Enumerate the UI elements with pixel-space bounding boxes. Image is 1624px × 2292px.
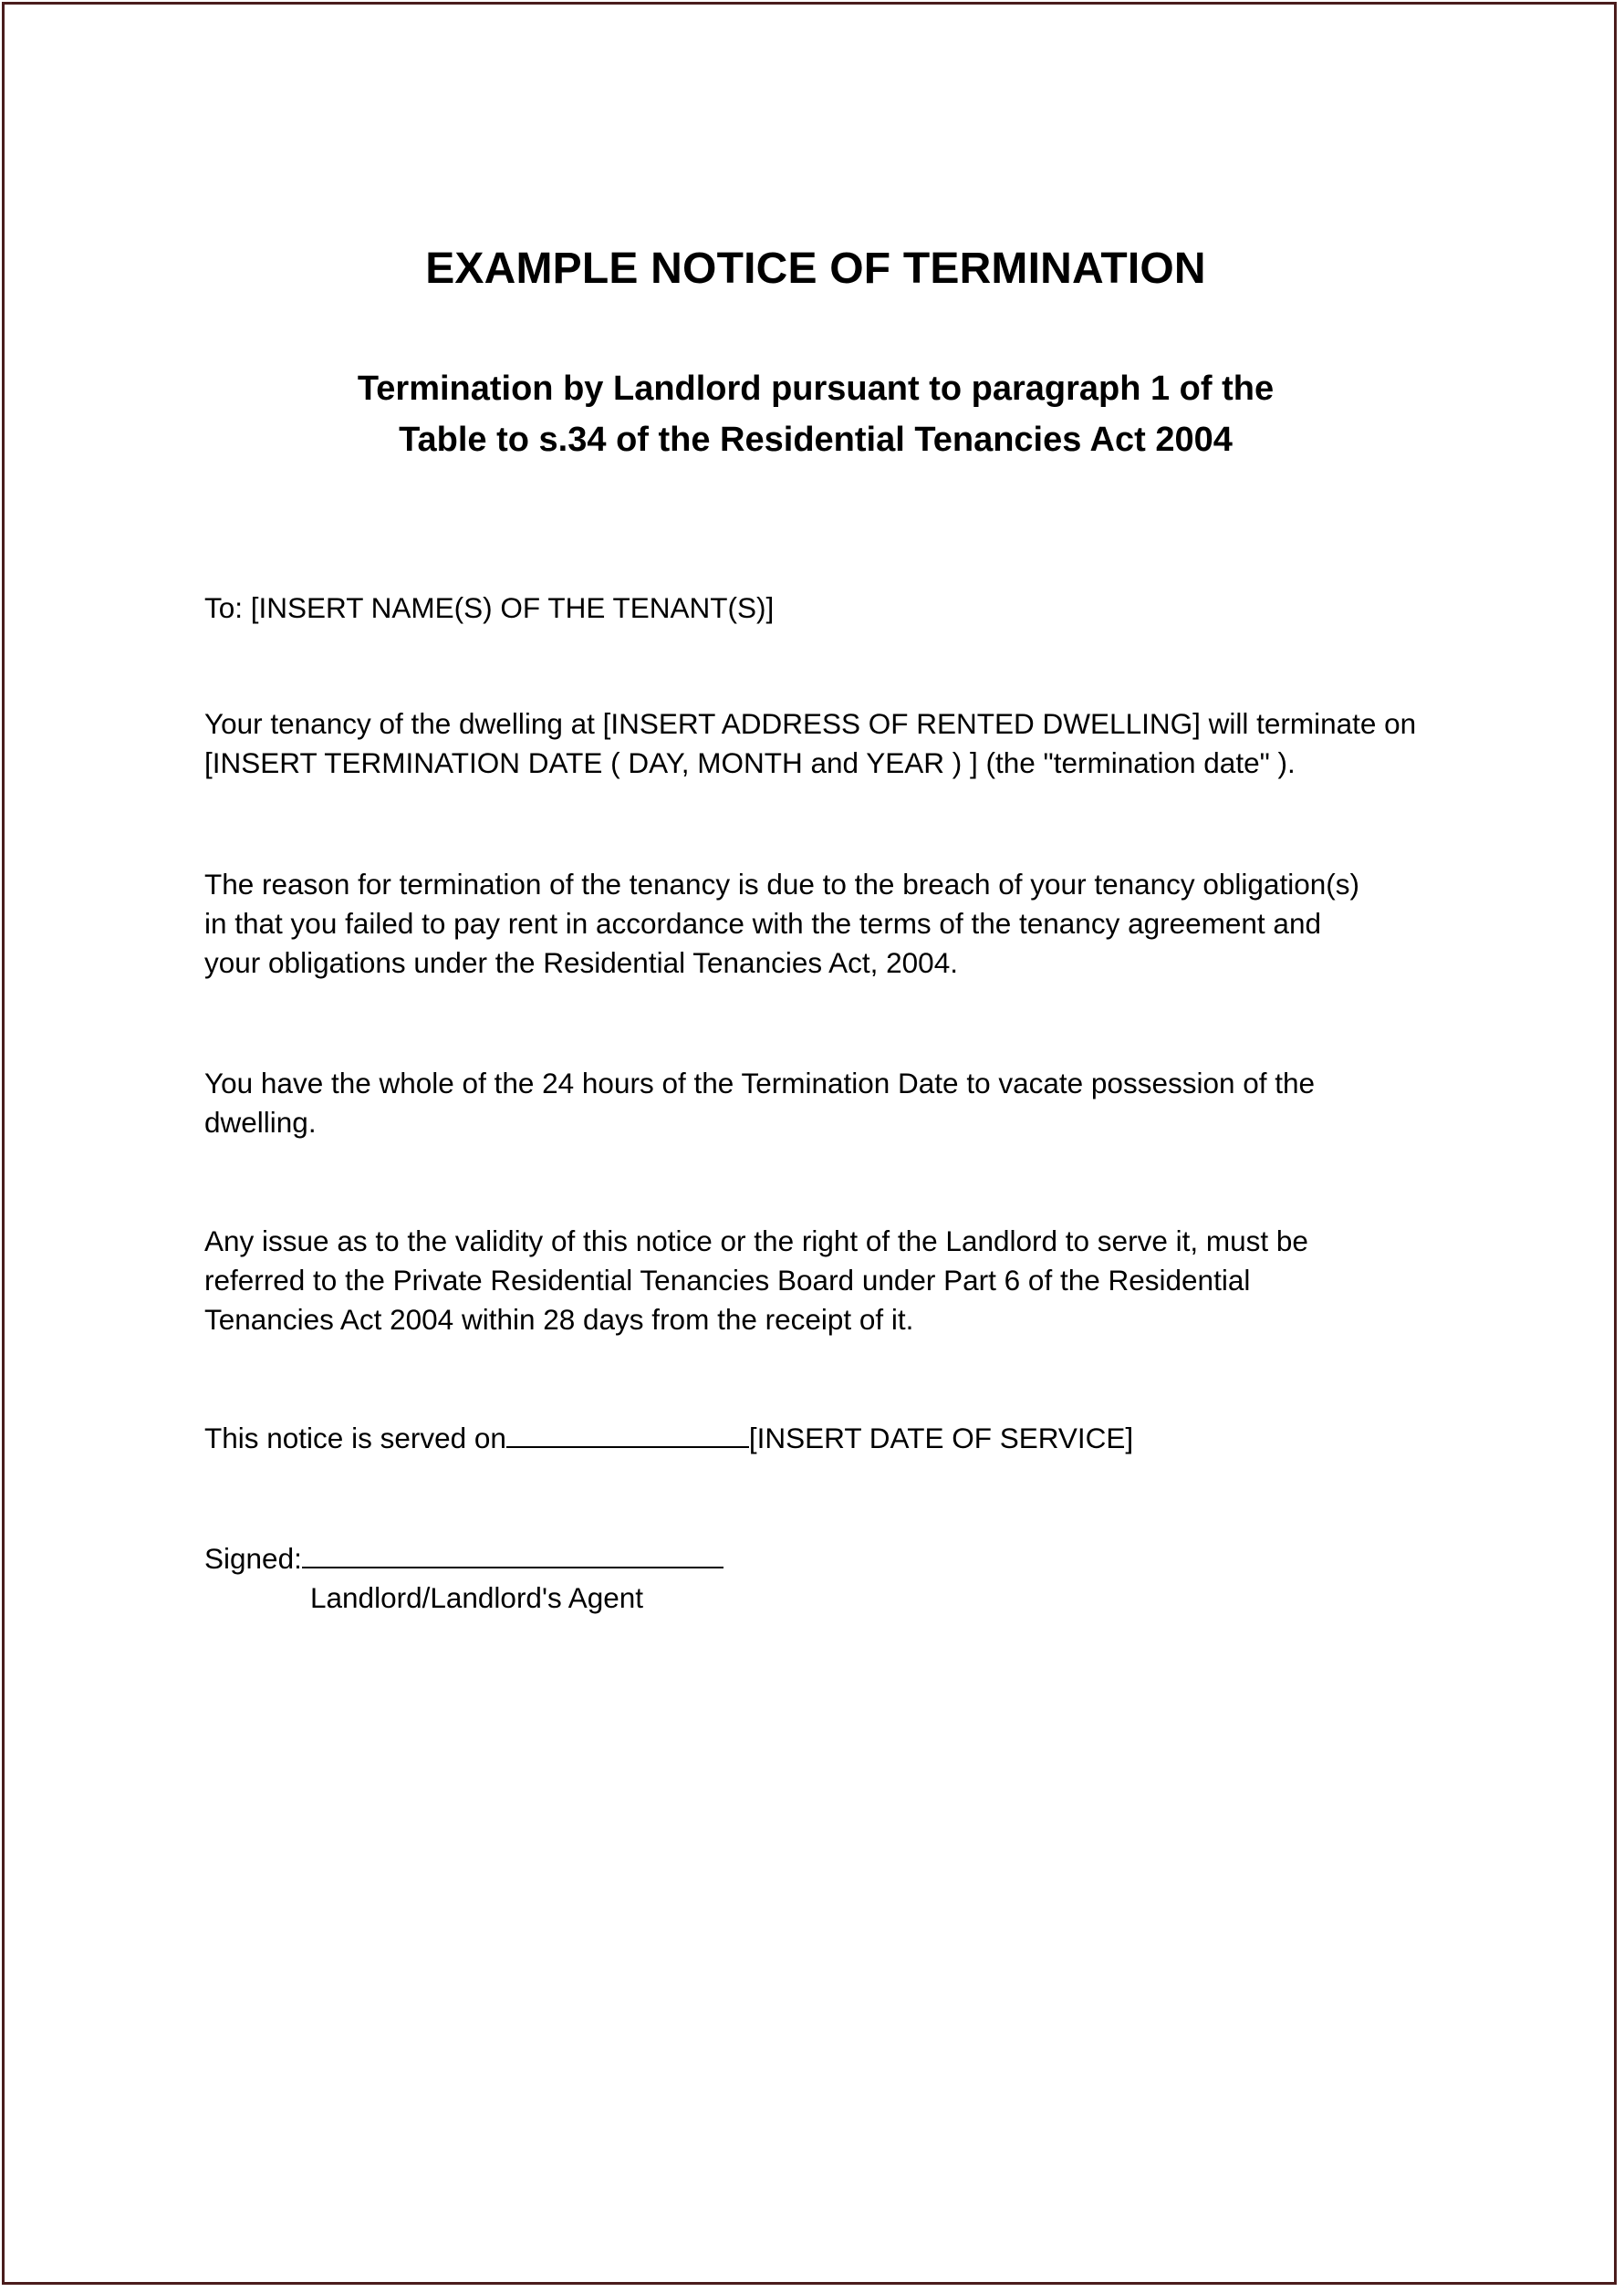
signature-role: Landlord/Landlord's Agent bbox=[310, 1581, 644, 1614]
signature-line bbox=[204, 1539, 1445, 1578]
service-date-line bbox=[204, 1419, 1445, 1458]
document-page bbox=[2, 2, 1617, 2285]
recipient-line: To: [INSERT NAME(S) OF THE TENANT(S)] bbox=[204, 591, 775, 624]
service-date-suffix: [INSERT DATE OF SERVICE] bbox=[748, 1422, 1134, 1454]
recipient-paragraph bbox=[204, 589, 1445, 628]
paragraph-line: your obligations under the Residential Tenancies Act, 2004. bbox=[204, 946, 958, 979]
validity-paragraph bbox=[204, 1222, 1445, 1339]
paragraph-line: [INSERT TERMINATION DATE ( DAY, MONTH and YEAR ) ] (the "termination date" ). bbox=[204, 746, 1296, 779]
service-date-prefix: This notice is served on bbox=[204, 1422, 506, 1454]
paragraph-line: Your tenancy of the dwelling at [INSERT ADDRESS OF RENTED DWELLING] will terminate on bbox=[204, 707, 1417, 740]
paragraph-line: The reason for termination of the tenancy is due to the breach of your tenancy obligation(s) bbox=[204, 868, 1359, 901]
document-subtitle bbox=[204, 363, 1427, 465]
paragraph-line: You have the whole of the 24 hours of the Termination Date to vacate possession of the bbox=[204, 1067, 1316, 1099]
paragraph-line: Tenancies Act 2004 within 28 days from the receipt of it. bbox=[204, 1303, 914, 1336]
subtitle-line: Table to s.34 of the Residential Tenancies Act 2004 bbox=[399, 421, 1233, 459]
document-title: EXAMPLE NOTICE OF TERMINATION bbox=[425, 245, 1206, 293]
paragraph-line: Any issue as to the validity of this notice or the right of the Landlord to serve it, must be bbox=[204, 1224, 1308, 1257]
paragraph-line: referred to the Private Residential Tenancies Board under Part 6 of the Residential bbox=[204, 1264, 1251, 1297]
subtitle-line: Termination by Landlord pursuant to paragraph 1 of the bbox=[357, 370, 1275, 408]
paragraph-line: in that you failed to pay rent in accordance with the terms of the tenancy agreement and bbox=[204, 907, 1321, 940]
tenancy-paragraph bbox=[204, 704, 1445, 783]
paragraph-line: dwelling. bbox=[204, 1106, 317, 1139]
service-date-blank bbox=[506, 1419, 749, 1448]
signature-label: Signed: bbox=[204, 1542, 302, 1575]
service-date-paragraph bbox=[204, 1419, 1445, 1458]
signature-blank bbox=[302, 1539, 724, 1568]
vacate-paragraph bbox=[204, 1064, 1445, 1142]
signature-block bbox=[204, 1539, 1445, 1618]
reason-paragraph bbox=[204, 865, 1445, 983]
